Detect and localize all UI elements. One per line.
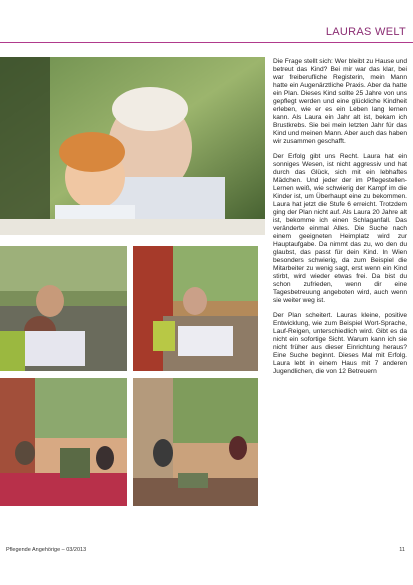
photo-sofa-right xyxy=(133,246,258,371)
article-paragraph: Die Frage stellt sich: Wer bleibt zu Hause und betreut das Kind? Bei mir war das klar, bei war freiberufliche Registerin, mein Mann hatte ein Augenärztliche Praxis. Aber da hatte ein Plan. Dieses Kind sollte 25 Jahre von uns gepflegt werden und eine glückliche Kindheit erleben, wie er es ein Leben lang lernen kann. Als Laura ein Jahr alt ist, bekam ich Brustkrebs. Sie bei mein letzten Jahr für das Kind und meinen Mann. Aber auch das haben wir zusammen geschafft. xyxy=(273,58,407,145)
photo-living-room-left xyxy=(0,378,127,506)
section-title: LAURAS WELT xyxy=(325,26,406,38)
article-column xyxy=(273,58,407,383)
header-rule xyxy=(0,42,413,43)
footer-publication: Pflegende Angehörige – 03/2013 xyxy=(6,547,87,553)
photo-living-room-right xyxy=(133,378,258,506)
main-photo xyxy=(0,57,265,235)
article-paragraph: Der Plan scheitert. Lauras kleine, positive Entwicklung, wie zum Beispiel Wort-Sprache, Lauf-Reigen, unterschiedlich wird. Gibt es da nicht ein sofortige Sicht. Warum kann ich sie nicht früher aus dieser Einrichtung heraus? Eine Suche beginnt. Dieses Mal mit Erfolg. Laura lebt in einem Haus mit 7 anderen Jugendlichen, die von 12 Betreuern xyxy=(273,312,407,375)
article-paragraph: Der Erfolg gibt uns Recht. Laura hat ein sonniges Wesen, ist nicht aggressiv und hat durch das Glück, sich mit ein lebhaftes Mädchen. Und jeder der im Pflegestellen-Lernen weiß, wie schwierig der Kampf im die Kinder ist, um Überhaupt eine zu bekommen. Laura hat jetzt die Stufe 6 erreicht. Trotzdem ging der Plan nicht auf. Als Laura 20 Jahre alt ist, bekomme ich einen Schlaganfall. Das veränderte einmal Alles. Die Suche nach einem geeigneten Heimplatz wird zur Hauptaufgabe. Da nimmt das zu, wo den du glaubst, das passt für dein Kind. In Wien besonders schwierig, da zum Beispiel die Mitarbeiter zu wenig sagt, erst wenn ein Kind stirbt, wird wieder etwas frei. Da bist du schon zufrieden, wenn dir eine Tagesbetreuung angeboten wird, auch wenn sie weiter weg ist. xyxy=(273,153,407,304)
footer-page-number: 11 xyxy=(399,547,405,553)
photo-sofa-left xyxy=(0,246,127,371)
